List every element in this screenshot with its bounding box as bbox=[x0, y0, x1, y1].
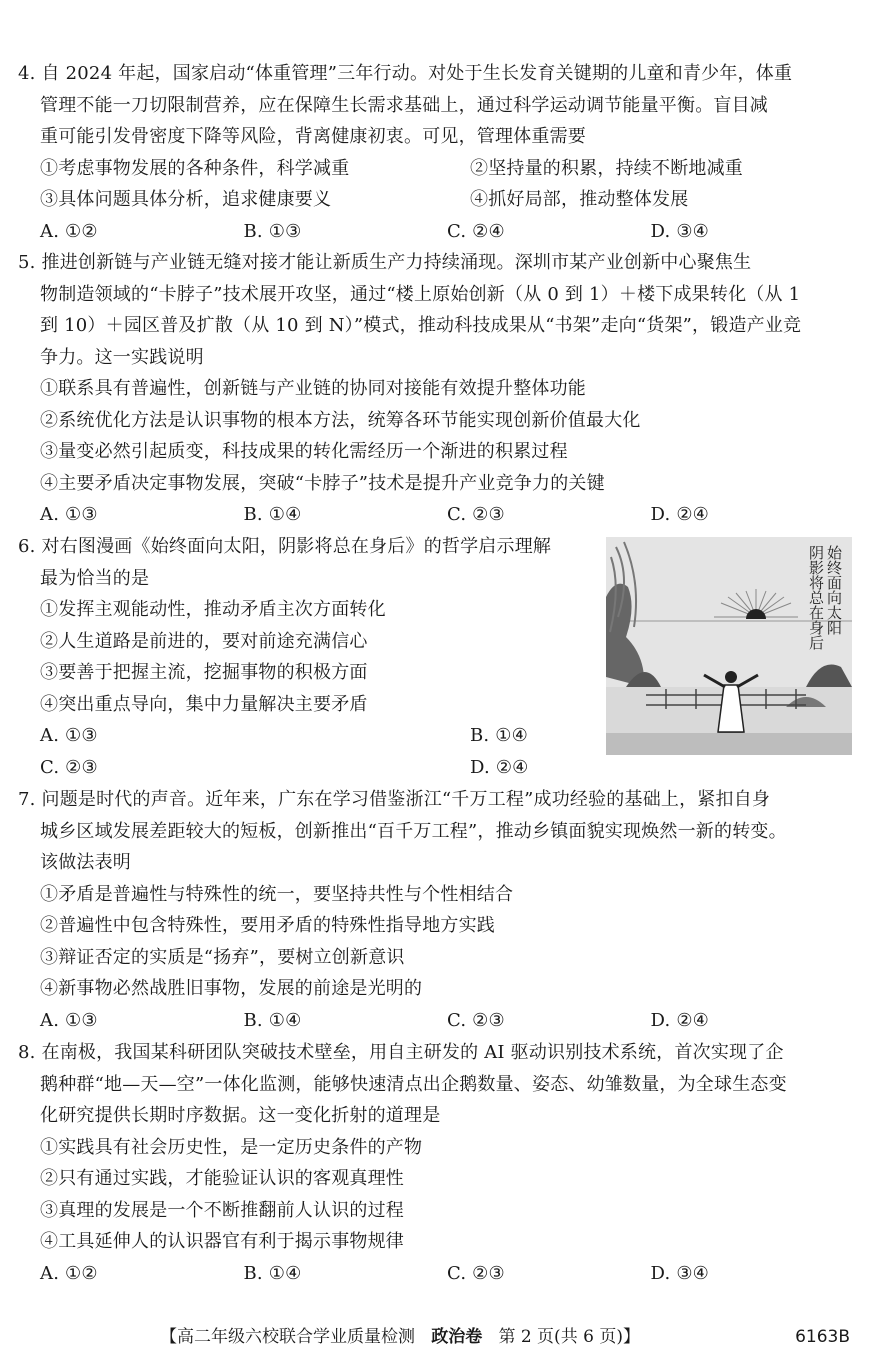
option-item: ②系统优化方法是认识事物的根本方法，统筹各环节能实现创新价值最大化 bbox=[40, 409, 641, 431]
choice-d: D. ②④ bbox=[650, 504, 710, 525]
choice-d: D. ②④ bbox=[470, 756, 529, 778]
option-item: ④抓好局部，推动整体发展 bbox=[470, 189, 689, 210]
answer-choices-row-2 bbox=[18, 752, 598, 784]
choice-a: A. ①③ bbox=[40, 504, 98, 525]
question-stem-line: 城乡区域发展差距较大的短板，创新推出“百千万工程”，推动乡镇面貌实现焕然一新的转变。 bbox=[40, 820, 787, 842]
question-stem-line: 6. 对右图漫画《始终面向太阳，阴影将总在身后》的哲学启示理解 bbox=[18, 536, 552, 557]
question-stem-line: 到 10）＋园区普及扩散（从 10 到 N）”模式，推动科技成果从“书架”走向“货架”，锻造产业竞 bbox=[40, 315, 802, 336]
question-stem-line: 最为恰当的是 bbox=[40, 567, 150, 589]
option-item: ③具体问题具体分析，追求健康要义 bbox=[40, 189, 332, 210]
option-item: ③辩证否定的实质是“扬弃”，要树立创新意识 bbox=[40, 946, 405, 968]
choice-c: C. ②③ bbox=[447, 1009, 505, 1031]
option-item: ③量变必然引起质变，科技成果的转化需经历一个渐进的积累过程 bbox=[40, 441, 568, 462]
choice-c: C. ②③ bbox=[447, 504, 505, 525]
question-8 bbox=[18, 1037, 854, 1289]
question-stem-line: 该做法表明 bbox=[40, 852, 131, 873]
choice-b: B. ①④ bbox=[470, 725, 528, 746]
question-stem-line: 4. 自 2024 年起，国家启动“体重管理”三年行动。对处于生长发育关键期的儿童和青少年，体重 bbox=[18, 63, 793, 84]
choice-b: B. ①④ bbox=[243, 504, 302, 525]
answer-choices bbox=[18, 1005, 854, 1037]
choice-d: D. ③④ bbox=[650, 1262, 710, 1284]
choice-c: C. ②③ bbox=[447, 1262, 505, 1284]
option-item: ③真理的发展是一个不断推翻前人认识的过程 bbox=[40, 1199, 404, 1221]
question-stem-line: 7. 问题是时代的声音。近年来，广东在学习借鉴浙江“千万工程”成功经验的基础上，紧扣自身 bbox=[18, 789, 771, 810]
question-5 bbox=[18, 247, 854, 531]
option-item: ①发挥主观能动性，推动矛盾主次方面转化 bbox=[40, 599, 386, 620]
option-item: ③要善于把握主流，挖掘事物的积极方面 bbox=[40, 662, 368, 683]
question-stem-line: 物制造领域的“卡脖子”技术展开攻坚，通过“楼上原始创新（从 0 到 1）＋楼下成果转化（从 1 bbox=[40, 283, 801, 305]
option-row bbox=[18, 153, 854, 185]
page-footer bbox=[0, 1322, 870, 1352]
choice-c: C. ②③ bbox=[40, 756, 98, 778]
footer-exam-name: 高二年级六校联合学业质量检测 bbox=[177, 1327, 415, 1347]
option-item: ①实践具有社会历史性，是一定历史条件的产物 bbox=[40, 1136, 423, 1158]
option-item: ④突出重点导向，集中力量解决主要矛盾 bbox=[40, 693, 368, 715]
option-item: ①考虑事物发展的各种条件，科学减重 bbox=[40, 157, 350, 179]
option-row bbox=[18, 184, 854, 216]
option-item: ④新事物必然战胜旧事物，发展的前途是光明的 bbox=[40, 978, 423, 999]
choice-d: D. ③④ bbox=[650, 220, 710, 242]
option-item: ④工具延伸人的认识器官有利于揭示事物规律 bbox=[40, 1231, 404, 1252]
question-6 bbox=[18, 531, 598, 783]
footer-right-bracket: 】 bbox=[622, 1327, 640, 1347]
choice-b: B. ①④ bbox=[243, 1009, 302, 1031]
footer-code: 6163B bbox=[795, 1327, 850, 1347]
answer-choices bbox=[18, 1258, 854, 1290]
option-item: ②普遍性中包含特殊性，要用矛盾的特殊性指导地方实践 bbox=[40, 915, 495, 936]
question-7 bbox=[18, 784, 854, 1036]
question-stem-line: 争力。这一实践说明 bbox=[40, 346, 204, 368]
answer-choices bbox=[18, 499, 854, 531]
cartoon-caption-2: 阴影将总在身后 bbox=[807, 545, 825, 650]
choice-a: A. ①② bbox=[40, 220, 98, 242]
question-4 bbox=[18, 58, 854, 247]
option-item: ①联系具有普遍性，创新链与产业链的协同对接能有效提升整体功能 bbox=[40, 378, 586, 399]
choice-b: B. ①③ bbox=[243, 220, 302, 242]
option-item: ②只有通过实践，才能验证认识的客观真理性 bbox=[40, 1168, 404, 1189]
option-item: ②人生道路是前进的，要对前途充满信心 bbox=[40, 630, 368, 652]
question-stem-line: 管理不能一刀切限制营养，应在保障生长需求基础上，通过科学运动调节能量平衡。盲目减 bbox=[40, 94, 768, 116]
cartoon-image bbox=[606, 537, 852, 755]
question-stem-line: 8. 在南极，我国某科研团队突破技术壁垒，用自主研发的 AI 驱动识别技术系统，首次实现了企 bbox=[18, 1042, 784, 1063]
question-stem-line: 化研究提供长期时序数据。这一变化折射的道理是 bbox=[40, 1105, 441, 1126]
option-item: ④主要矛盾决定事物发展，突破“卡脖子”技术是提升产业竞争力的关键 bbox=[40, 472, 605, 494]
option-item: ①矛盾是普遍性与特殊性的统一，要坚持共性与个性相结合 bbox=[40, 883, 514, 905]
question-stem-line: 鹅种群“地—天—空”一体化监测，能够快速清点出企鹅数量、姿态、幼雏数量，为全球生态变 bbox=[40, 1073, 787, 1095]
question-stem-line: 5. 推进创新链与产业链无缝对接才能让新质生产力持续涌现。深圳市某产业创新中心聚焦生 bbox=[18, 252, 752, 273]
footer-page-number: 第 2 页(共 6 页) bbox=[498, 1327, 623, 1347]
choice-c: C. ②④ bbox=[447, 220, 505, 242]
answer-choices bbox=[18, 216, 854, 248]
choice-a: A. ①② bbox=[40, 1262, 98, 1284]
footer-left-bracket: 【 bbox=[160, 1327, 177, 1347]
footer-subject: 政治卷 bbox=[431, 1327, 483, 1347]
footer-title bbox=[160, 1322, 640, 1352]
question-stem-line: 重可能引发骨密度下降等风险，背离健康初衷。可见，管理体重需要 bbox=[40, 126, 586, 147]
cartoon-caption-1: 始终面向太阳 bbox=[825, 545, 843, 635]
choice-a: A. ①③ bbox=[40, 1009, 98, 1031]
choice-a: A. ①③ bbox=[40, 725, 98, 746]
option-item: ②坚持量的积累，持续不断地减重 bbox=[470, 157, 743, 179]
choice-b: B. ①④ bbox=[243, 1262, 302, 1284]
answer-choices-row-1 bbox=[18, 720, 598, 752]
choice-d: D. ②④ bbox=[650, 1009, 710, 1031]
